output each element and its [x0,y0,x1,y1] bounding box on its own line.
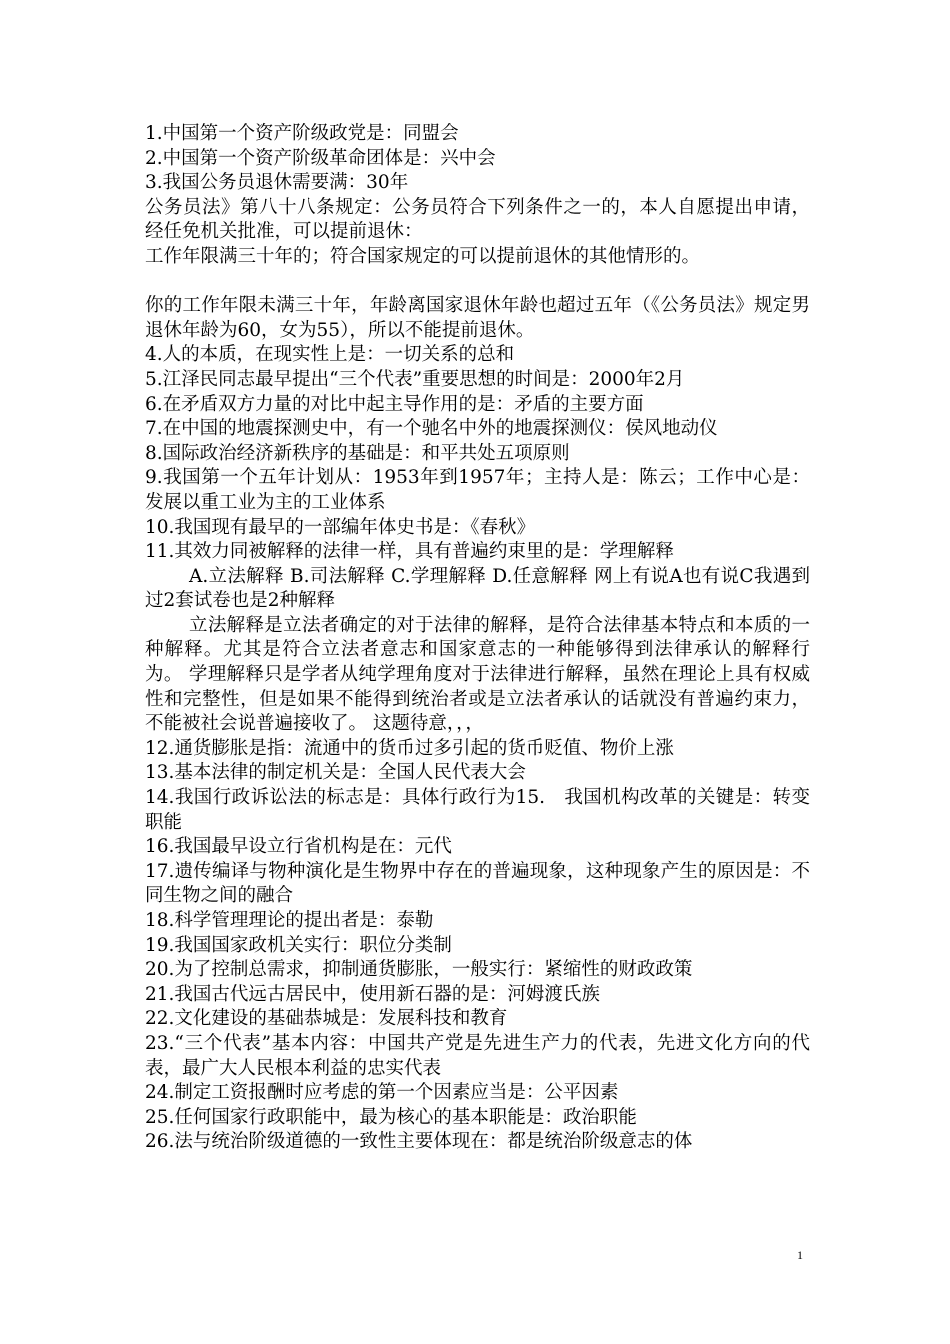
paragraph: 20.为了控制总需求，抑制通货膨胀，一般实行：紧缩性的财政政策 [145,959,693,981]
paragraph: 11.其效力同被解释的法律一样，具有普遍约束里的是：学理解释 [145,541,674,563]
paragraph: 1.中国第一个资产阶级政党是：同盟会 [145,123,459,144]
paragraph: 工作年限满三十年的；符合国家规定的可以提前退休的其他情形的。 [145,245,701,267]
paragraph: 10.我国现有最早的一部编年体史书是：《春秋》 [145,516,536,538]
paragraph: 13.基本法律的制定机关是：全国人民代表大会 [145,762,526,784]
paragraph: 26.法与统治阶级道德的一致性主要体现在：都是统治阶级意志的体 [145,1131,693,1153]
paragraph: 7.在中国的地震探测史中，有一个驰名中外的地震探测仪：侯风地动仪 [145,418,718,440]
paragraph: 9.我国第一个五年计划从：1953年到1957年；主持人是：陈云；工作中心是：发展以重工业为主的工业体系 [145,467,810,513]
paragraph: 17.遗传编译与物种演化是生物界中存在的普遍现象，这种现象产生的原因是：不同生物之间的融合 [145,860,810,907]
paragraph: 18.科学管理理论的提出者是：泰勒 [145,910,434,931]
paragraph: 16.我国最早设立行省机构是在：元代 [145,836,452,858]
paragraph: 8.国际政治经济新秩序的基础是：和平共处五项原则 [145,442,570,464]
paragraph: 21.我国古代远古居民中，使用新石器的是：河姆渡氏族 [145,983,600,1005]
paragraph: 25.任何国家行政职能中，最为核心的基本职能是：政治职能 [145,1106,637,1128]
paragraph: 4.人的本质，在现实性上是：一切关系的总和 [145,344,515,366]
paragraph: 3.我国公务员退休需要满：30年 [145,172,409,194]
paragraph: 公务员法》第八十八条规定：公务员符合下列条件之一的，本人自愿提出申请，经任免机关批准，可以提前退休： [145,196,810,243]
blank-line [145,270,810,295]
paragraph: 22.文化建设的基础恭城是：发展科技和教育 [145,1008,508,1030]
paragraph: 6.在矛盾双方力量的对比中起主导作用的是：矛盾的主要方面 [145,393,644,415]
paragraph: 2.中国第一个资产阶级革命团体是：兴中会 [145,147,496,169]
paragraph: 立法解释是立法者确定的对于法律的解释，是符合法律基本特点和本质的一种解释。尤其是符合立法者意志和国家意志的一种能够得到法律承认的解释行为。 学理解释只是学者从纯学理角度对于法律进行解释，虽然在理论上具有权威性和完整性，但是如果不能得到统治者或是立法者承认的话就没有普遍约束力，不能被社会说普遍接收了。 这题待意，，， [145,614,810,735]
paragraph: 14.我国行政诉讼法的标志是：具体行政行为15. 我国机构改革的关键是：转变职能 [145,787,810,833]
paragraph: 23.“三个代表”基本内容：中国共产党是先进生产力的代表，先进文化方向的代表，最广大人民根本利益的忠实代表 [145,1032,810,1079]
paragraph: 12.通货膨胀是指：流通中的货币过多引起的货币贬值、物价上涨 [145,737,674,759]
paragraph: 24.制定工资报酬时应考虑的第一个因素应当是：公平因素 [145,1082,619,1104]
paragraph: A.立法解释 B.司法解释 C.学理解释 D.任意解释 网上有说A也有说C我遇到过2套试卷也是2种解释 [145,565,810,612]
paragraph: 5.江泽民同志最早提出“三个代表”重要思想的时间是：2000年2月 [145,368,685,390]
paragraph: 你的工作年限未满三十年，年龄离国家退休年龄也超过五年（《公务员法》规定男退休年龄为60，女为55），所以不能提前退休。 [145,295,810,341]
document-body [145,122,810,1155]
paragraph: 19.我国国家政机关实行：职位分类制 [145,934,452,956]
page-number: 1 [797,1248,803,1262]
